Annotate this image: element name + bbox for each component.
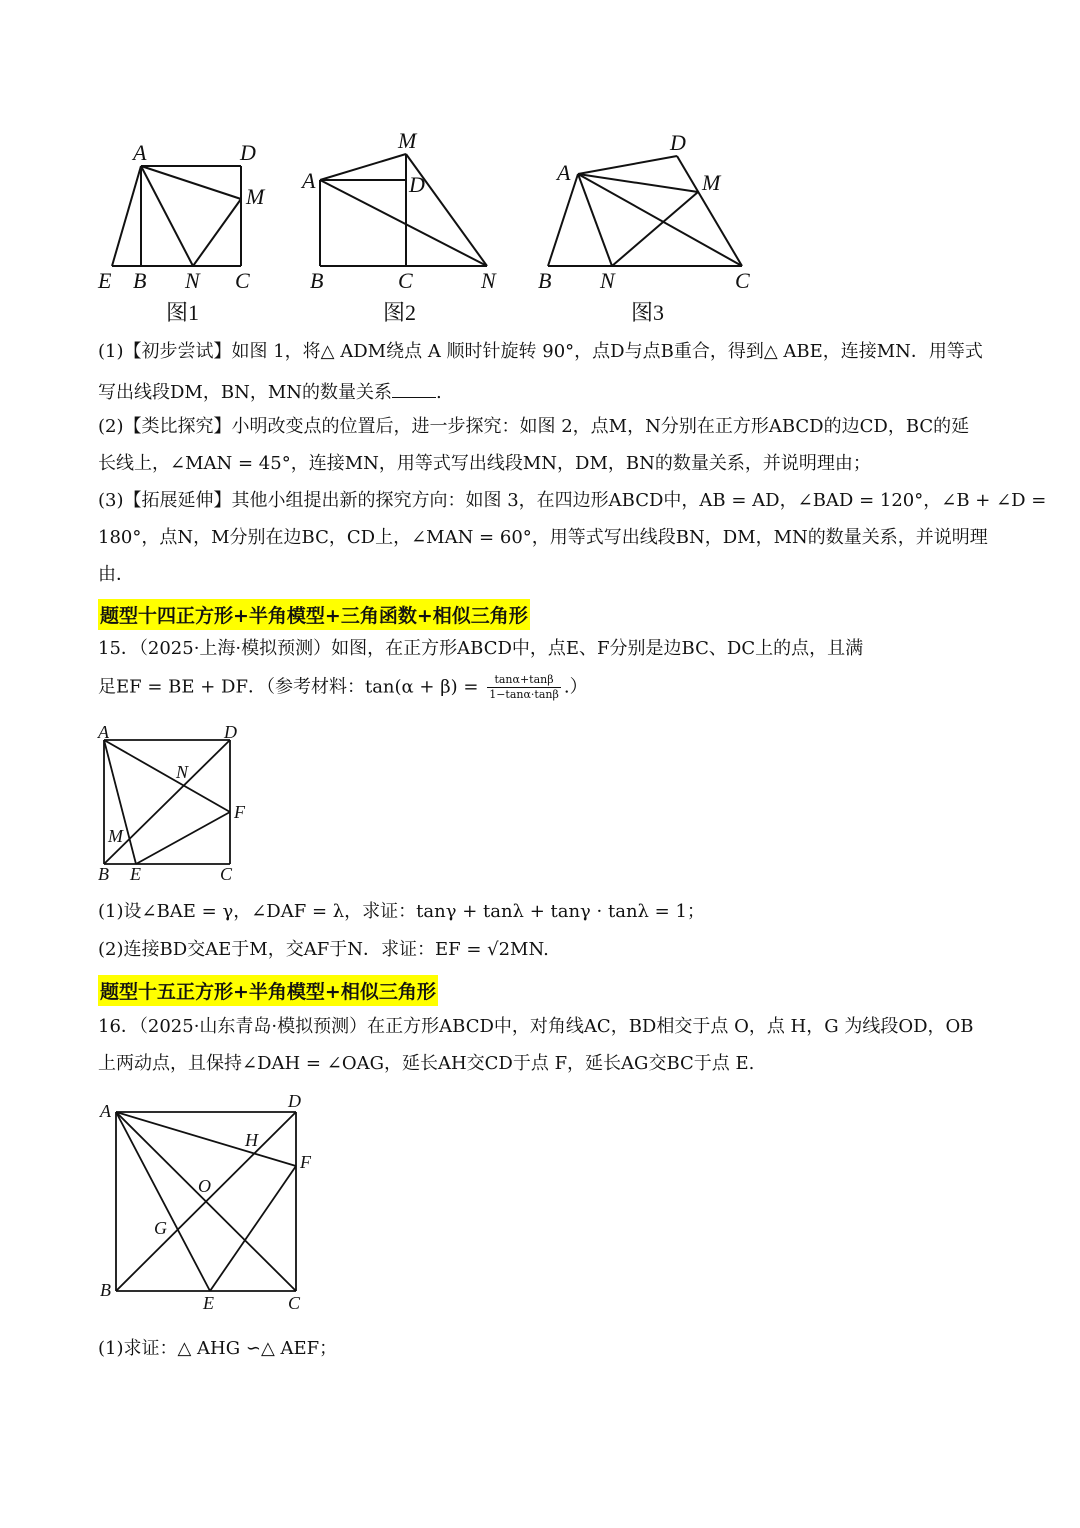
- fig1-label-e: E: [98, 268, 112, 293]
- fig1-label-c: C: [235, 268, 250, 293]
- q14-part1-end: .: [436, 382, 442, 403]
- fig2-label-c: C: [398, 268, 413, 293]
- figures-top: [0, 120, 800, 330]
- q14-part3-line2: 180°，点N，M分别在边BC，CD上，∠MAN = 60°，用等式写出线段BN，DM，MN的数量关系，并说明理: [98, 527, 988, 548]
- q15-label-f: F: [234, 802, 245, 822]
- q15-label-m: M: [108, 826, 123, 846]
- q14-part2-line2: 长线上，∠MAN = 45°，连接MN，用等式写出线段MN，DM，BN的数量关系，并说明理由；: [98, 453, 871, 474]
- q15-label-e: E: [130, 864, 141, 884]
- fraction-numerator: tanα+tanβ: [487, 674, 561, 688]
- q16-line1: 16．（2025·山东青岛·模拟预测）在正方形ABCD中，对角线AC，BD相交于点 O，点 H，G 为线段OD，OB: [98, 1016, 974, 1037]
- fig2-label-n: N: [481, 268, 496, 293]
- q15-label-c: C: [220, 864, 233, 884]
- q16-label-o: O: [198, 1176, 211, 1196]
- q16-label-e: E: [203, 1293, 214, 1313]
- figure-2: [320, 154, 487, 266]
- q16-part1: (1)求证：△ AHG ∽△ AEF；: [98, 1338, 338, 1359]
- figure-q15: [90, 718, 270, 888]
- fig2-label-d: D: [409, 172, 425, 197]
- fig3-label-b: B: [538, 268, 552, 293]
- fig3-label-m: M: [702, 170, 721, 195]
- q15-label-n: N: [176, 762, 189, 782]
- fig2-label-a: A: [302, 168, 316, 193]
- q15-label-b: B: [98, 864, 109, 884]
- q14-part3-line3: 由．: [98, 564, 134, 585]
- q14-part1-line2: [98, 381, 442, 402]
- fig2-label-b: B: [310, 268, 324, 293]
- fig3-label-d: D: [670, 130, 686, 155]
- q15-label-d: D: [224, 722, 237, 742]
- figure-1: [112, 166, 241, 266]
- fig1-label-n: N: [185, 268, 200, 293]
- fig1-label-a: A: [133, 140, 147, 165]
- section-heading-15: 题型十五正方形+半角模型+相似三角形: [98, 975, 438, 1006]
- fig2-label-m: M: [398, 128, 417, 153]
- q16-label-h: H: [245, 1130, 258, 1150]
- q16-label-b: B: [100, 1280, 111, 1300]
- q15-line1: 15．（2025·上海·模拟预测）如图，在正方形ABCD中，点E、F分别是边BC、DC上的点，且满: [98, 638, 864, 659]
- q15-part1: (1)设∠BAE = γ，∠DAF = λ，求证：tanγ + tanλ + tanγ · tanλ = 1；: [98, 901, 705, 922]
- fig3-caption: 图3: [631, 300, 665, 325]
- q16-line2: 上两动点，且保持∠DAH = ∠OAG，延长AH交CD于点 F，延长AG交BC于点 E.: [98, 1053, 755, 1074]
- q16-label-c: C: [288, 1293, 301, 1313]
- q16-label-d: D: [288, 1091, 301, 1111]
- fig2-caption: 图2: [383, 300, 417, 325]
- fig1-caption: 图1: [166, 300, 200, 325]
- q15-line2-text: 足EF = BE + DF．（参考材料：tan(α + β) =: [98, 676, 479, 698]
- q15-line2: [98, 674, 588, 701]
- q14-part1-text: 写出线段DM，BN，MN的数量关系: [98, 382, 393, 403]
- q14-part2-line1: (2)【类比探究】小明改变点的位置后，进一步探究：如图 2，点M，N分别在正方形ABCD的边CD，BC的延: [98, 416, 970, 437]
- q16-label-f: F: [300, 1152, 311, 1172]
- q15-line2-end: .）: [563, 676, 588, 698]
- tan-sum-fraction: [487, 674, 561, 701]
- q14-part3-line1: (3)【拓展延伸】其他小组提出新的探究方向：如图 3，在四边形ABCD中，AB = AD，∠BAD = 120°，∠B + ∠D =: [98, 490, 1047, 511]
- fig1-label-m: M: [246, 184, 265, 209]
- q15-label-a: A: [98, 722, 109, 742]
- q15-part2: (2)连接BD交AE于M，交AF于N．求证：EF = √2MN.: [98, 939, 549, 960]
- figure-q16: [90, 1090, 330, 1315]
- q16-label-a: A: [100, 1101, 111, 1121]
- q14-part1-line1: (1)【初步尝试】如图 1，将△ ADM绕点 A 顺时针旋转 90°，点D与点B重合，得到△ ABE，连接MN．用等式: [98, 341, 983, 362]
- fig1-label-b: B: [133, 268, 147, 293]
- section-heading-14: 题型十四正方形+半角模型+三角函数+相似三角形: [98, 599, 530, 630]
- fig3-label-n: N: [600, 268, 615, 293]
- fig3-label-c: C: [735, 268, 750, 293]
- fraction-denominator: 1−tanα·tanβ: [489, 688, 559, 702]
- fig1-label-d: D: [240, 140, 256, 165]
- answer-blank[interactable]: [392, 381, 436, 398]
- fig3-label-a: A: [557, 160, 571, 185]
- q16-label-g: G: [154, 1218, 167, 1238]
